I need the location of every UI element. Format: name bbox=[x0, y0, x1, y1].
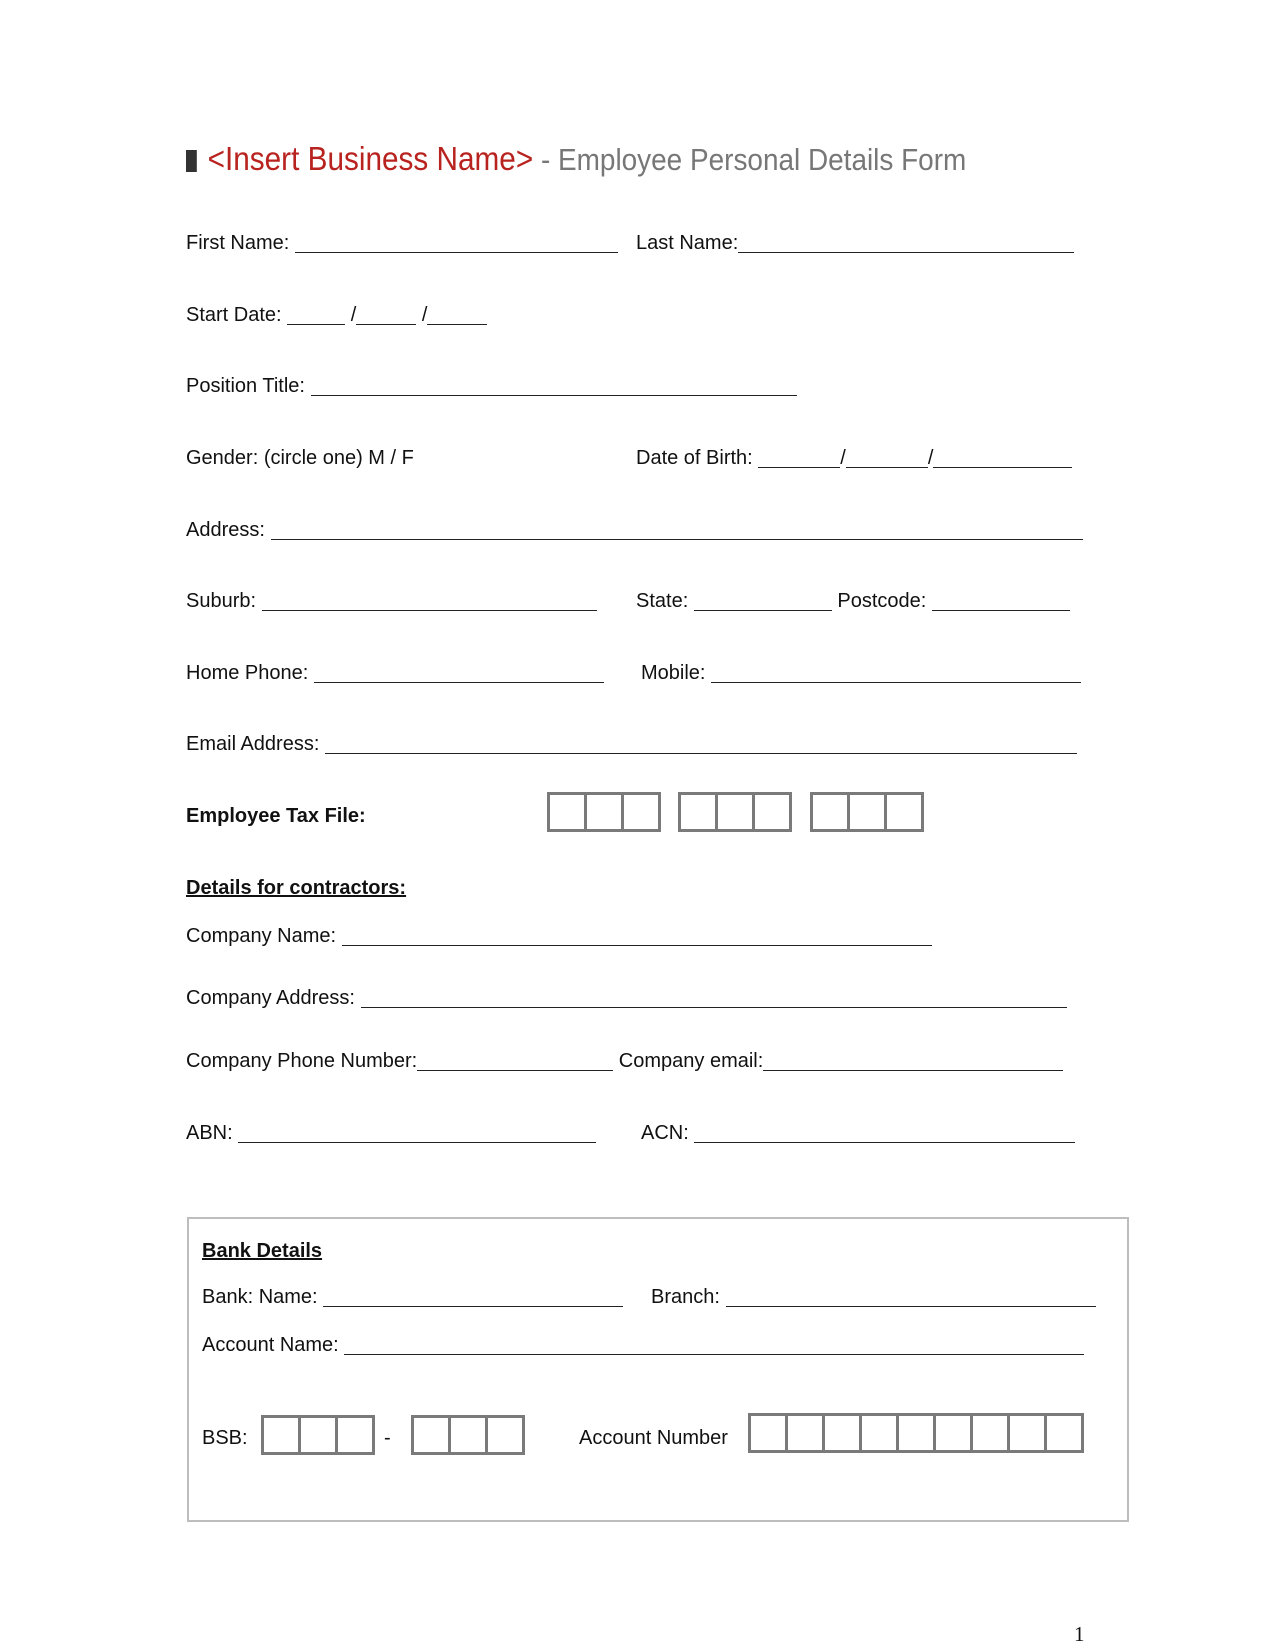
account-number-digit-box[interactable] bbox=[1010, 1416, 1047, 1450]
tax-file-digit-box[interactable] bbox=[813, 795, 850, 829]
tax-file-digit-box[interactable] bbox=[550, 795, 587, 829]
position-title-field[interactable] bbox=[311, 375, 797, 396]
position-title-label: Position Title: bbox=[186, 375, 305, 397]
mobile-label: Mobile: bbox=[641, 662, 706, 684]
last-name-field[interactable] bbox=[738, 232, 1074, 253]
home-phone-field[interactable] bbox=[314, 662, 604, 683]
employee-tax-file-label: Employee Tax File: bbox=[186, 805, 366, 827]
dob-month-field[interactable] bbox=[846, 447, 928, 468]
tax-file-group-1 bbox=[547, 792, 661, 832]
home-phone-row bbox=[186, 661, 604, 685]
page-number: 1 bbox=[1074, 1622, 1085, 1646]
company-address-row bbox=[186, 986, 1067, 1010]
branch-label: Branch: bbox=[651, 1286, 720, 1308]
bsb-group-1 bbox=[261, 1415, 375, 1455]
contractors-heading: Details for contractors: bbox=[186, 877, 407, 899]
company-phone-row bbox=[186, 1049, 1063, 1073]
company-name-field[interactable] bbox=[342, 925, 932, 946]
company-phone-field[interactable] bbox=[417, 1050, 613, 1071]
bank-name-field[interactable] bbox=[323, 1286, 623, 1307]
mobile-row bbox=[641, 661, 1081, 685]
acn-label: ACN: bbox=[641, 1122, 689, 1144]
address-row bbox=[186, 518, 1083, 542]
account-number-digit-box[interactable] bbox=[936, 1416, 973, 1450]
tax-file-group-2 bbox=[678, 792, 792, 832]
state-postcode-row bbox=[636, 589, 1070, 613]
gender-row bbox=[186, 446, 414, 470]
company-address-field[interactable] bbox=[361, 987, 1067, 1008]
start-date-label: Start Date: bbox=[186, 304, 282, 326]
address-label: Address: bbox=[186, 519, 265, 541]
start-date-year-field[interactable] bbox=[427, 304, 487, 325]
position-title-row bbox=[186, 374, 797, 398]
bsb-digit-box[interactable] bbox=[338, 1418, 372, 1452]
dob-year-field[interactable] bbox=[933, 447, 1072, 468]
last-name-row bbox=[636, 231, 1074, 255]
abn-field[interactable] bbox=[238, 1122, 596, 1143]
account-name-row bbox=[202, 1333, 1084, 1357]
postcode-field[interactable] bbox=[932, 590, 1070, 611]
tax-file-digit-box[interactable] bbox=[624, 795, 658, 829]
account-number-group bbox=[748, 1413, 1084, 1453]
date-separator: / bbox=[927, 447, 934, 469]
account-number-digit-box[interactable] bbox=[751, 1416, 788, 1450]
tax-file-digit-box[interactable] bbox=[887, 795, 921, 829]
acn-field[interactable] bbox=[694, 1122, 1075, 1143]
acn-row bbox=[641, 1121, 1075, 1145]
suburb-field[interactable] bbox=[262, 590, 597, 611]
email-address-field[interactable] bbox=[325, 733, 1077, 754]
company-name-row bbox=[186, 924, 932, 948]
bsb-dash: - bbox=[384, 1427, 391, 1449]
company-address-label: Company Address: bbox=[186, 987, 355, 1009]
first-name-label: First Name: bbox=[186, 232, 290, 254]
tax-file-digit-box[interactable] bbox=[755, 795, 789, 829]
account-number-digit-box[interactable] bbox=[973, 1416, 1010, 1450]
bsb-digit-box[interactable] bbox=[451, 1418, 488, 1452]
company-email-field[interactable] bbox=[763, 1050, 1063, 1071]
date-separator: / bbox=[840, 447, 846, 469]
dob-day-field[interactable] bbox=[758, 447, 840, 468]
start-date-month-field[interactable] bbox=[356, 304, 416, 325]
account-number-digit-box[interactable] bbox=[862, 1416, 899, 1450]
form-title: - Employee Personal Details Form bbox=[533, 142, 967, 177]
account-name-field[interactable] bbox=[344, 1334, 1084, 1355]
date-of-birth-row bbox=[636, 446, 1072, 470]
account-number-digit-box[interactable] bbox=[1047, 1416, 1081, 1450]
date-separator: / bbox=[350, 304, 357, 326]
postcode-label: Postcode: bbox=[837, 590, 927, 612]
first-name-row bbox=[186, 231, 618, 255]
start-date-row bbox=[186, 303, 487, 327]
suburb-row bbox=[186, 589, 597, 613]
gender-label[interactable]: Gender: (circle one) M / F bbox=[186, 447, 414, 469]
page-title bbox=[186, 140, 966, 190]
account-number-digit-box[interactable] bbox=[825, 1416, 862, 1450]
start-date-day-field[interactable] bbox=[287, 304, 345, 325]
address-field[interactable] bbox=[271, 519, 1083, 540]
bsb-group-2 bbox=[411, 1415, 525, 1455]
date-separator: / bbox=[421, 304, 428, 326]
business-name: <Insert Business Name> bbox=[207, 140, 534, 177]
tax-file-digit-box[interactable] bbox=[681, 795, 718, 829]
tax-file-digit-box[interactable] bbox=[850, 795, 887, 829]
account-name-label: Account Name: bbox=[202, 1334, 339, 1356]
bsb-label: BSB: bbox=[202, 1427, 248, 1449]
tax-file-group-3 bbox=[810, 792, 924, 832]
mobile-field[interactable] bbox=[711, 662, 1081, 683]
bank-name-label: Bank: Name: bbox=[202, 1286, 318, 1308]
bank-name-row bbox=[202, 1285, 623, 1309]
account-number-label: Account Number bbox=[579, 1427, 728, 1449]
state-label: State: bbox=[636, 590, 689, 612]
bsb-digit-box[interactable] bbox=[488, 1418, 522, 1452]
branch-field[interactable] bbox=[726, 1286, 1096, 1307]
branch-row bbox=[651, 1285, 1096, 1309]
account-number-digit-box[interactable] bbox=[899, 1416, 936, 1450]
home-phone-label: Home Phone: bbox=[186, 662, 309, 684]
bsb-digit-box[interactable] bbox=[414, 1418, 451, 1452]
title-marker-bar bbox=[186, 150, 197, 172]
abn-label: ABN: bbox=[186, 1122, 233, 1144]
bsb-digit-box[interactable] bbox=[301, 1418, 338, 1452]
company-phone-label: Company Phone Number: bbox=[186, 1050, 418, 1072]
suburb-label: Suburb: bbox=[186, 590, 257, 612]
company-email-label: Company email: bbox=[618, 1050, 764, 1072]
first-name-field[interactable] bbox=[295, 232, 618, 253]
date-of-birth-label: Date of Birth: bbox=[636, 447, 753, 469]
state-field[interactable] bbox=[694, 590, 832, 611]
company-name-label: Company Name: bbox=[186, 925, 337, 947]
bsb-digit-box[interactable] bbox=[264, 1418, 301, 1452]
bank-details-box bbox=[187, 1217, 1129, 1522]
tax-file-digit-box[interactable] bbox=[587, 795, 624, 829]
email-row bbox=[186, 732, 1077, 756]
last-name-label: Last Name: bbox=[636, 232, 739, 254]
email-address-label: Email Address: bbox=[186, 733, 320, 755]
account-number-digit-box[interactable] bbox=[788, 1416, 825, 1450]
bank-details-heading: Bank Details bbox=[202, 1240, 323, 1262]
tax-file-digit-box[interactable] bbox=[718, 795, 755, 829]
abn-row bbox=[186, 1121, 596, 1145]
